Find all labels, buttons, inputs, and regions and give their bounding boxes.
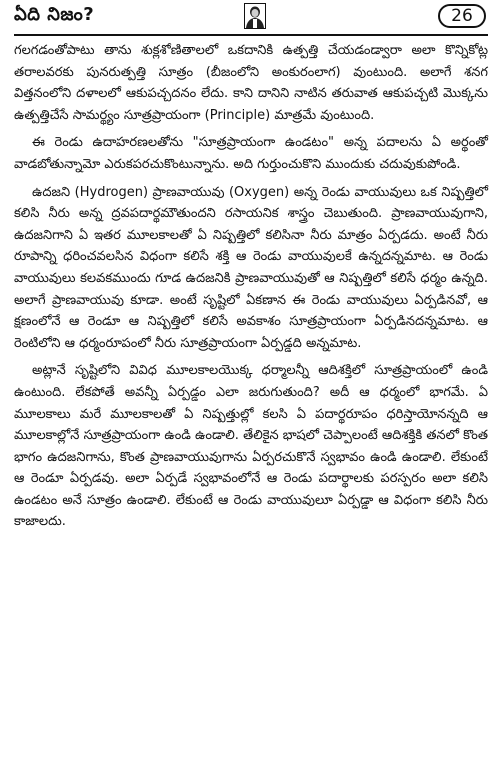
author-portrait-icon [244,3,266,29]
paragraph: ఉదజని (Hydrogen) ప్రాణవాయువు (Oxygen) అన్న రెండు వాయువులు ఒక నిష్పత్తిలో కలిసి నీరు అన్న ద్రవపదార్థమౌతుందని రసాయనిక శాస్త్రం చెబుతుంది. ప్రాణవాయువుగాని, ఉదజనిగాని ఏ ఇతర మూలకాలతో ఏ నిష్పత్తిలో కలిసినా నీరు మాత్రం ఏర్పడదు. అంటే నీరు రూపాన్ని ధరించవలసిన విధంగా కలిసే శక్తి ఆ రెండు వాయువులకే ఉన్నదన్నమాట. ఆ రెండు వాయువులు కలవకముందు గూడ ఉదజనికి ప్రాణవాయువుతో ఆ నిష్పత్తిలో కలిసే ధర్మం ఉన్నది. అలాగే ప్రాణవాయువు కూడా. అంటే సృష్టిలో ఏకణాన ఈ రెండు వాయువులు ఏర్పడినవో, ఆ క్షణంలోనే ఆ రెండూ ఆ నిష్పత్తిలో కలిసే అవకాశం సూత్రప్రాయంగా ఏర్పడినదన్నమాట. ఆ రెంటిలోని ఆ ధర్మంరూపంలో నీరు సూత్రప్రాయంగా ఏర్పడ్డది అన్నమాట. [14,184,488,351]
page-number: 26 [438,4,486,28]
paragraph: ఈ రెండు ఉదాహరణలతోను "సూత్రప్రాయంగా ఉండటం" అన్న పదాలను ఏ అర్థంతో వాడబోతున్నామో ఎరుకపరచుకొంటున్నాను. అది గుర్తుంచుకొని ముందుకు చదువుకుపోండి. [14,135,488,172]
page-body [14,40,488,533]
paragraph: అట్లానే సృష్టిలోని వివిధ మూలకాలయొక్క ధర్మాలన్నీ ఆదిశక్తిలో సూత్రప్రాయంలో ఉండి ఉంటుంది. లేకపోతే అవన్నీ ఏర్పడ్డం ఎలా జరుగుతుంది? అదీ ఆ ధర్మంలో భాగమే. ఏ మూలకాలు మరే మూలకాలతో ఏ నిష్పత్తుల్లో కలసి ఏ పదార్థరూపం ధరిస్తాయోనన్నది ఆ మూలకాల్లోనే సూత్రప్రాయంగా ఉండి ఉండాలి. తేలికైన భాషలో చెప్పాలంటే ఆదిశక్తికి తనలో కొంత భాగం ఉదజనిగాను, కొంత ప్రాణవాయువుగాను ఏర్పరచుకొనే స్వభావం ఉండి ఉండాలి. లేకుంటే ఆ రెండూ ఏర్పడవు. అలా ఏర్పడే స్వభావంలోనే ఆ రెండు పదార్థాలకు పరస్పరం అలా కలిసి ఉండటం అనే సూత్రం ఉండాలి. లేకుంటే ఆ రెండు వాయువులూ ఏర్పడ్డా ఆ విధంగా కలిసి నీరు కాజాలదు. [14,363,488,530]
page-header [14,0,488,36]
running-title: ఏది నిజం? [14,4,95,25]
paragraph-continuation: గలగడంతోపాటు తాను శుక్లశోణితాలలో ఒకదానికి ఉత్పత్తి చేయడండ్వారా అలా కొన్నికోట్ల తరాలవరకు పునరుత్పత్తి సూత్రం (బీజంలోని అంకురంలాగ) వుంటుంది. అలాగే శనగ విత్తనంలోని దళాలలో ఆకుపచ్చదనం లేదు. కాని దానిని నాటిన తరువాత ఆకుపచ్చటి మొక్కను ఉత్పత్తిచేసే సామర్థ్యం సూత్రప్రాయంగా (Principle) మాత్రమే వుంటుంది. [14,43,488,123]
